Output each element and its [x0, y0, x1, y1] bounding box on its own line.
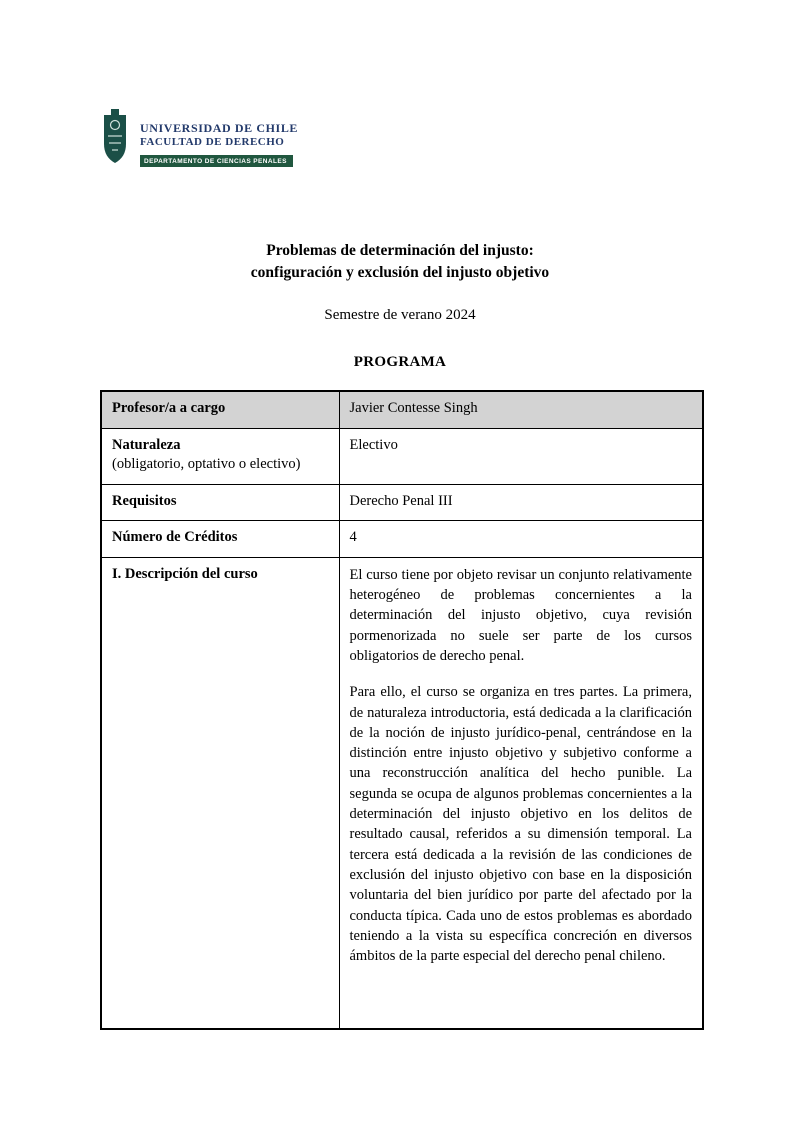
course-title-line-1: Problemas de determinación del injusto:: [266, 242, 534, 259]
description-paragraph-1: El curso tiene por objeto revisar un conjunto relativamente heterogéneo de problemas concernientes a la determinación del injusto objetivo, cuya revisión pormenorizada no suele ser parte de los cursos obligatorios de derecho penal.: [349, 566, 692, 664]
course-title: [0, 240, 800, 285]
nature-value: Electivo: [339, 428, 703, 484]
university-logo: [100, 108, 298, 168]
table-row-credits: [101, 521, 703, 558]
requirements-label: Requisitos: [101, 484, 339, 521]
professor-value: Javier Contesse Singh: [339, 391, 703, 428]
course-title-line-2: configuración y exclusión del injusto objetivo: [250, 264, 550, 282]
professor-label: Profesor/a a cargo: [101, 391, 339, 428]
description-cell: [339, 557, 703, 1029]
logo-text-block: [140, 108, 298, 168]
logo-university-name: UNIVERSIDAD DE CHILE: [140, 121, 299, 135]
credits-value: 4: [339, 521, 703, 558]
heading-block: [0, 240, 800, 371]
course-info-table: [100, 390, 704, 1030]
table-row-description: [101, 557, 703, 1029]
table-row-professor: [101, 391, 703, 428]
semester-label: Semestre de verano 2024: [324, 306, 476, 323]
university-crest-icon: [100, 108, 130, 166]
program-heading: PROGRAMA: [353, 353, 447, 370]
table-row-nature: [101, 428, 703, 484]
nature-label-cell: [101, 428, 339, 484]
requirements-value: Derecho Penal III: [339, 484, 703, 521]
nature-sublabel: (obligatorio, optativo o electivo): [112, 456, 301, 473]
logo-faculty-name: FACULTAD DE DERECHO: [140, 136, 285, 148]
table-row-requirements: [101, 484, 703, 521]
nature-label: Naturaleza: [112, 436, 181, 453]
description-label: I. Descripción del curso: [101, 557, 339, 1029]
credits-label: Número de Créditos: [101, 521, 339, 558]
description-paragraph-2: Para ello, el curso se organiza en tres partes. La primera, de naturaleza introductoria, está dedicada a la clarificación de la noción de injusto jurídico-penal, centrándose en la distinción entre injusto objetivo y subjetivo conforme a una reconstrucción analítica del hecho punible. La segunda se ocupa de algunos problemas concernientes a la determinación del injusto objetivo en los delitos de resultado causal, referidos a su dimensión temporal. La tercera está dedicada a la revisión de las condiciones de exclusión del injusto objetivo con base en la disposición voluntaria del bien jurídico por parte del afectado por la conducta típica. Cada uno de estos problemas es abordado teniendo a la vista su específica concreción en diversos ámbitos de la parte especial del derecho penal chileno.: [349, 684, 692, 965]
logo-department-name: DEPARTAMENTO DE CIENCIAS PENALES: [140, 155, 293, 167]
